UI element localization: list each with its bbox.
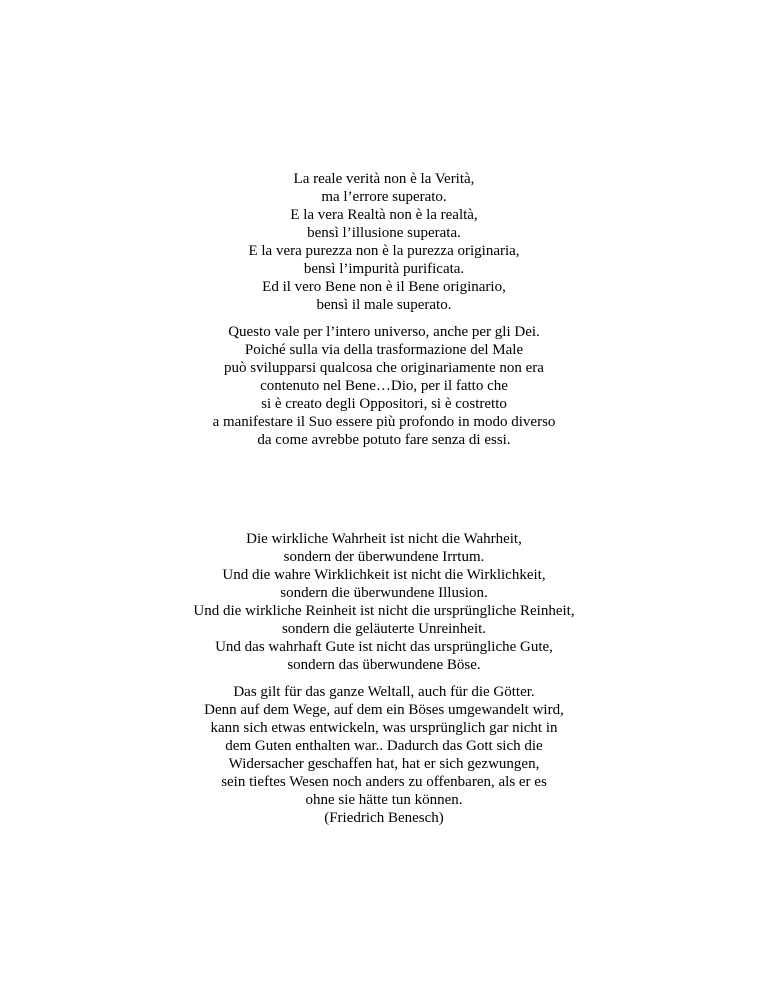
text-line: dem Guten enthalten war.. Dadurch das Gott sich die bbox=[225, 738, 543, 754]
text-line: Questo vale per l’intero universo, anche per gli Dei. bbox=[228, 324, 540, 340]
text-line: può svilupparsi qualcosa che originariamente non era bbox=[224, 360, 544, 376]
text-line: Das gilt für das ganze Weltall, auch für die Götter. bbox=[233, 684, 535, 700]
text-line: bensì l’illusione superata. bbox=[307, 225, 461, 241]
text-line: Und die wahre Wirklichkeit ist nicht die Wirklichkeit, bbox=[222, 567, 546, 583]
text-line: kann sich etwas entwickeln, was ursprünglich gar nicht in bbox=[210, 720, 558, 736]
text-line: sondern die geläuterte Unreinheit. bbox=[281, 621, 487, 637]
attribution: (Friedrich Benesch) bbox=[324, 810, 444, 826]
text-line: a manifestare il Suo essere più profondo in modo diverso bbox=[212, 414, 556, 430]
text-line: sondern die überwundene Illusion. bbox=[280, 585, 488, 601]
text-line: Und die wirkliche Reinheit ist nicht die ursprüngliche Reinheit, bbox=[193, 603, 575, 619]
text-line: Denn auf dem Wege, auf dem ein Böses umgewandelt wird, bbox=[204, 702, 564, 718]
text-line: sondern das überwundene Böse. bbox=[287, 657, 481, 673]
text-line: La reale verità non è la Verità, bbox=[293, 171, 475, 187]
text-line: sondern der überwundene Irrtum. bbox=[283, 549, 485, 565]
italian-stanza-2 bbox=[0, 323, 768, 449]
italian-stanza-1 bbox=[0, 170, 768, 314]
text-line: Die wirkliche Wahrheit ist nicht die Wahrheit, bbox=[246, 531, 522, 547]
german-stanza-1 bbox=[0, 530, 768, 674]
text-line: da come avrebbe potuto fare senza di essi. bbox=[257, 432, 511, 448]
text-line: si è creato degli Oppositori, si è costretto bbox=[261, 396, 507, 412]
text-line: sein tieftes Wesen noch anders zu offenbaren, als er es bbox=[221, 774, 547, 790]
text-line: E la vera purezza non è la purezza originaria, bbox=[248, 243, 520, 259]
text-line: Und das wahrhaft Gute ist nicht das ursprüngliche Gute, bbox=[215, 639, 553, 655]
text-line: bensì il male superato. bbox=[316, 297, 452, 313]
text-line: E la vera Realtà non è la realtà, bbox=[290, 207, 478, 223]
text-line: Widersacher geschaffen hat, hat er sich gezwungen, bbox=[228, 756, 540, 772]
text-line: Ed il vero Bene non è il Bene originario, bbox=[262, 279, 506, 295]
text-line: ohne sie hätte tun können. bbox=[305, 792, 463, 808]
german-stanza-2 bbox=[0, 683, 768, 827]
text-line: contenuto nel Bene…Dio, per il fatto che bbox=[260, 378, 508, 394]
text-line: ma l’errore superato. bbox=[321, 189, 447, 205]
text-line: Poiché sulla via della trasformazione del Male bbox=[244, 342, 524, 358]
text-line: bensì l’impurità purificata. bbox=[303, 261, 465, 277]
